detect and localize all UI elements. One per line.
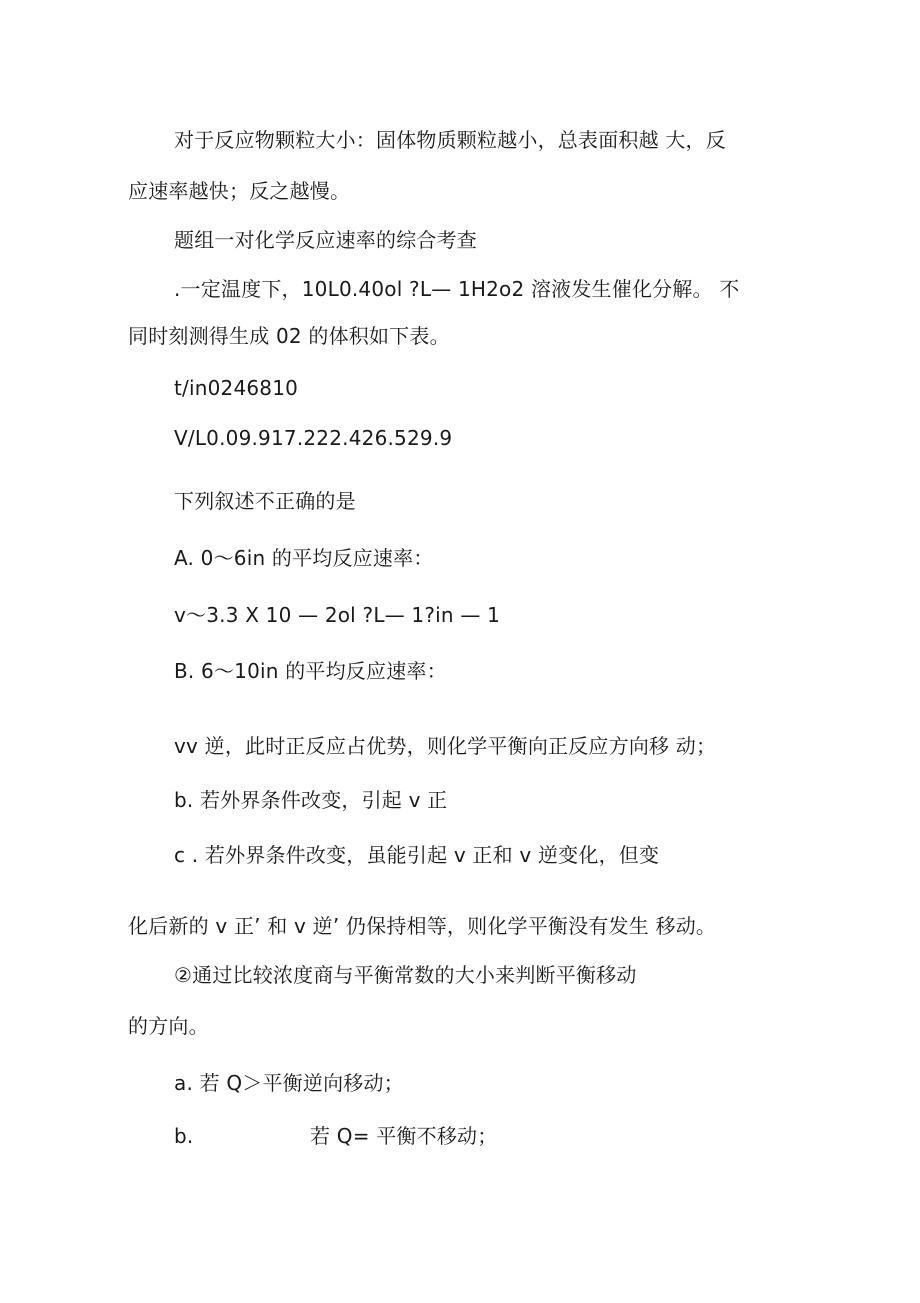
- option-a: A. 0～6in 的平均反应速率：: [174, 546, 434, 570]
- paragraph-line-2: 应速率越快；反之越慢。: [128, 179, 351, 203]
- table-row-volume: V/L0.09.917.222.426.529.9: [174, 426, 453, 450]
- question-prompt: 下列叙述不正确的是: [174, 489, 356, 513]
- rule-line-c-continued: 化后新的 v 正’ 和 v 逆’ 仍保持相等，则化学平衡没有发生 移动。: [128, 914, 717, 938]
- option-b: B. 6～10in 的平均反应速率：: [174, 659, 447, 683]
- case-b-text: 若 Q= 平衡不移动；: [310, 1124, 498, 1148]
- case-b-label: b.: [174, 1124, 194, 1148]
- method-line-1: ②通过比较浓度商与平衡常数的大小来判断平衡移动: [174, 963, 637, 987]
- rule-line-c: c . 若外界条件改变，虽能引起 v 正和 v 逆变化，但变: [174, 843, 660, 867]
- table-row-time: t/in0246810: [174, 376, 299, 400]
- option-a-formula: v～3.3 X 10 — 2ol ?L— 1?in — 1: [174, 603, 501, 627]
- paragraph-line-1: [174, 127, 776, 153]
- question-line-1: .一定温度下，10L0.40ol ?L— 1H2o2 溶液发生催化分解。 不: [174, 277, 740, 301]
- case-a: a. 若 Q＞平衡逆向移动；: [174, 1071, 404, 1095]
- method-line-2: 的方向。: [128, 1014, 209, 1038]
- question-line-2: 同时刻测得生成 02 的体积如下表。: [128, 324, 450, 348]
- rule-line-b: b. 若外界条件改变，引起 v 正: [174, 788, 448, 812]
- section-heading: 题组一对化学反应速率的综合考查: [174, 228, 477, 252]
- rule-line-vv: vv 逆，此时正反应占优势，则化学平衡向正反应方向移 动；: [174, 734, 717, 758]
- text-fragment: 对于反应物颗粒大小：固体物质颗粒越小，总表面积越 大，反: [174, 128, 726, 152]
